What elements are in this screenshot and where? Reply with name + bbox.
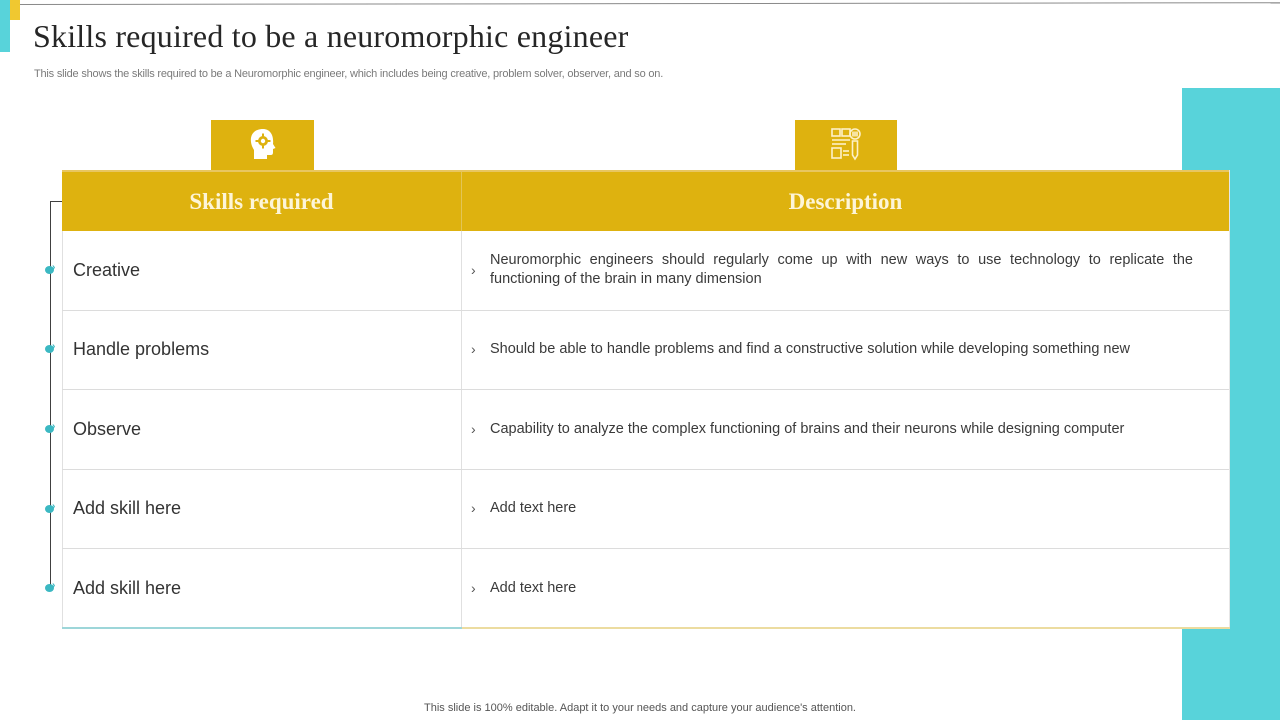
skill-cell: Add skill here [62,470,462,549]
table-row [62,311,1229,391]
description-text: Capability to analyze the complex functioning of brains and their neurons while designing computer [490,420,1125,437]
chevron-right-icon: › [471,341,476,358]
top-divider-line [20,2,1280,5]
chevron-right-icon: › [471,580,476,597]
timeline-node-icon: › [45,584,59,592]
header-description: Description [788,188,903,214]
description-icon-tab [795,120,897,172]
timeline-node-icon: › [45,425,59,433]
skill-cell: Creative [62,231,462,310]
skill-cell: Observe [62,390,462,469]
chevron-right-icon: › [471,261,476,278]
chevron-right-icon: › [471,500,476,517]
table-bottom-border-teal [62,627,462,629]
skills-table [62,170,1230,629]
description-text: Neuromorphic engineers should regularly come up with new ways to use technology to replicate the functioning of the brain in many dimension [490,252,1193,288]
timeline-node-icon: › [45,505,59,513]
table-row [62,470,1229,550]
description-cell [462,311,1229,390]
slide-footer-note: This slide is 100% editable. Adapt it to your needs and capture your audience's attention. [424,702,856,714]
table-row [62,390,1229,470]
brain-gear-icon [248,127,278,166]
teal-accent-bar [0,0,10,52]
yellow-accent-bar [10,0,20,20]
table-row [62,549,1229,629]
skill-cell: Add skill here [62,549,462,629]
timeline-cap [50,201,62,202]
skill-cell: Handle problems [62,311,462,390]
blueprint-design-icon [830,127,862,166]
description-text: Add text here [490,580,577,597]
slide-subtitle: This slide shows the skills required to be a Neuromorphic engineer, which includes being creative, problem solver, observer, and so on. [34,68,664,80]
table-header [62,170,1229,231]
description-cell [462,231,1229,310]
header-skills: Skills required [62,172,462,231]
timeline-node-icon: › [45,345,59,353]
table-row [62,231,1229,311]
timeline-node-icon: › [45,266,59,274]
description-text: Add text here [490,500,577,517]
description-cell [462,470,1229,549]
table-bottom-border-yellow [462,627,1230,629]
timeline-connector [50,201,51,589]
description-text: Should be able to handle problems and find a constructive solution while developing something new [490,341,1131,358]
chevron-right-icon: › [471,420,476,437]
description-cell [462,549,1229,629]
skills-icon-tab [211,120,314,172]
description-cell [462,390,1229,469]
slide-title: Skills required to be a neuromorphic engineer [33,18,629,54]
